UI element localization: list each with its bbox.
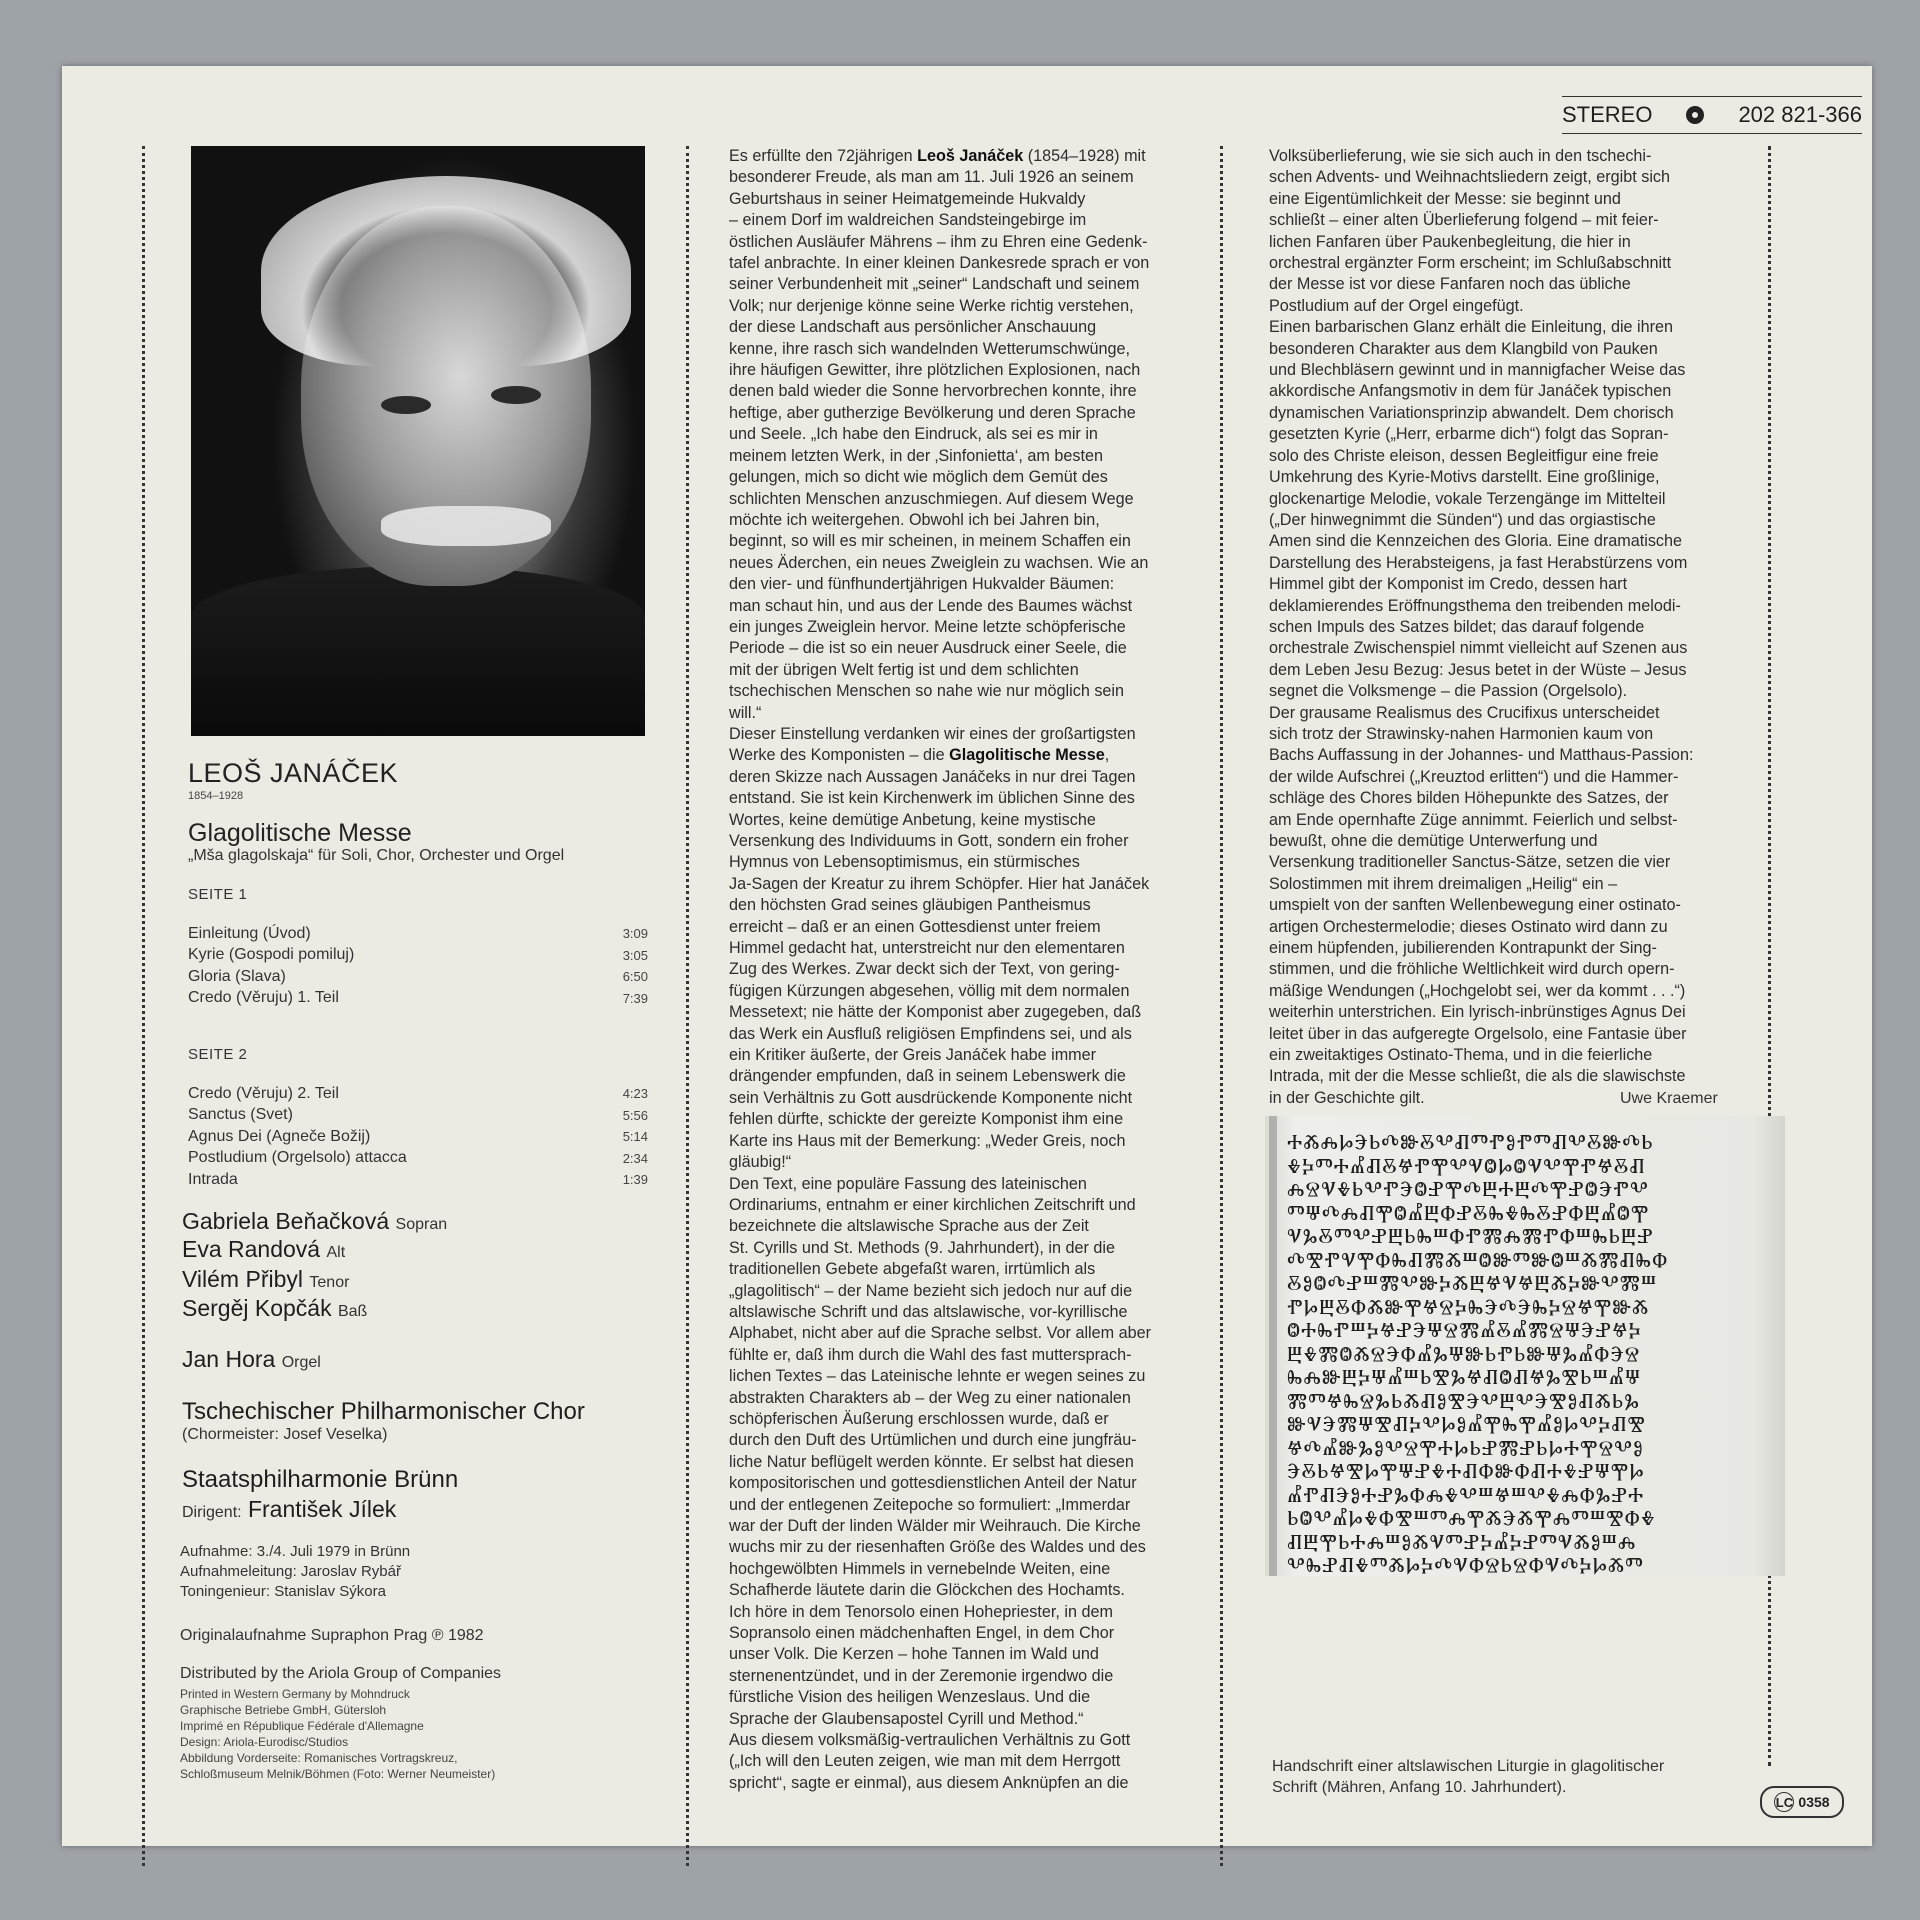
manuscript-line: ⰂⰈⰐⰚⰇⰕⰆⰘⰍⰄⰜⰗⰔⰓⰔⰗⰜⰄⰍⰘⰆⰕ — [1287, 1553, 1644, 1576]
text-line: Dieser Einstellung verdanken wir eines der großartigsten — [729, 724, 1136, 743]
text-line: besonderer Freude, als man am 11. Juli 1926 an seinem — [729, 168, 1134, 187]
liner-notes-right — [1269, 146, 1693, 1109]
text-line: Volksüberlieferung, wie sie sich auch in den tschechi- — [1269, 147, 1652, 165]
text-line: – einem Dorf im waldreichen Sandsteingebirge im — [729, 211, 1087, 230]
text-line: Postludium auf der Orgel eingefügt. — [1269, 296, 1524, 315]
text-line: schen Advents- und Weihnachtsliedern zeigt, ergibt sich — [1269, 168, 1671, 187]
text-line: solo des Christe eleison, dessen Begleitfigur eine freie — [1269, 446, 1659, 465]
manuscript-line: ⰄⰊⰒⰜⰉⰗⰈⰚⰏⰆⰞⰙⰖⰕⰖⰙⰞⰆⰏⰚⰈⰗ — [1287, 1247, 1669, 1272]
text-line: glockenartige Melodie, vokale Terzengänge im Mittelteil — [1269, 489, 1666, 508]
text-line: schläge des Chores bilden Höhepunkte des Satzes, der — [1269, 789, 1669, 808]
text-line: hochgewölbten Himmels in vernebelnde Weiten, eine — [729, 1559, 1111, 1578]
text-line: Alphabet, nicht aber auf die Sprache selbst. Vor allem aber — [729, 1324, 1152, 1343]
text-line: Der grausame Realismus des Crucifixus unterscheidet — [1269, 703, 1660, 722]
text-line: Bachs Auffassung in der Johannes- und Matthaus-Passion: — [1269, 746, 1694, 765]
text-line: wuchs mir zu der riesenhaften Größe des Waldes und des — [729, 1538, 1146, 1557]
track-row: Agnus Dei (Agneče Božij) 5:14 — [188, 1127, 648, 1145]
dotted-divider-left — [142, 146, 145, 1866]
text-line: heftige, aber gutherzige Bevölkerung und deren Sprache — [729, 403, 1136, 422]
text-line: traditionellen Gebete abgefaßt waren, irrtümlich als — [729, 1260, 1096, 1279]
text-line: ein Kritiker äußerte, der Greis Janáček habe immer — [729, 1046, 1097, 1065]
orchestra-name: Staatsphilharmonie Brünn — [182, 1466, 459, 1493]
text-line: segnet die Volksmenge – die Passion (Orgelsolo). — [1269, 682, 1628, 701]
glagolitic-manuscript-image — [1265, 1116, 1785, 1576]
text-line: Versenkung traditioneller Sanctus-Sätze, setzen die vier — [1269, 853, 1671, 872]
manuscript-line: ⰋⰑⰙⰄⰐⰞⰏⰂⰖⰍⰆⰁⰝⰜⰝⰁⰆⰍⰖⰂⰏⰞ — [1287, 1271, 1658, 1295]
track-row: Kyrie (Gospodi pomiluj) 3:05 — [188, 946, 648, 964]
text-line: gelungen, mich so dicht wie möglich dem Gemüt des — [729, 468, 1108, 487]
text-line: kenne, ihre rasch sich wandelnden Wetterumschwünge, — [729, 339, 1131, 358]
text-line: Amen sind die Kennzeichen des Gloria. Eine dramatische — [1269, 532, 1683, 551]
text-line: artigen Orchestermelodie; dieses Ostinato wird dann zu — [1269, 917, 1668, 936]
text-line: Es erfüllte den 72jährigen Leoš Janáček (1854–1928) mit — [729, 147, 1146, 165]
text-line: Himmel gibt der Komponist im Credo, dessen hart — [1269, 575, 1628, 594]
text-line: sein Verhältnis zu Gott ausdrückende Komponente nicht — [729, 1088, 1133, 1107]
text-line: am Ende opernhafte Züge annimmt. Feierlich und selbst- — [1269, 810, 1678, 829]
text-line: fühlte er, daß ihm durch die Wahl des fast muttersprach- — [729, 1345, 1132, 1364]
text-line: Hymnus von Lebensoptimismus, ein stürmisches — [729, 853, 1080, 872]
text-line: ein zweitaktiges Ostinato-Thema, und in die feierliche — [1269, 1046, 1653, 1065]
text-line: der Messe ist vor diese Fanfaren noch das übliche — [1269, 275, 1631, 294]
manuscript-line: ⰇⰍⰕⰀⰌⰚⰋⰝⰒⰉⰂⰜⰙⰘⰙⰜⰂⰉⰒⰝⰋⰚ — [1287, 1153, 1646, 1178]
text-line: Solostimmen mit ihrem dreimaligen „Heilig“ ein – — [1269, 874, 1618, 893]
text-line: schen Impuls des Satzes bildet; das darauf folgende — [1269, 617, 1645, 636]
text-line: St. Cyrills und St. Methods (9. Jahrhundert), in der die — [729, 1238, 1115, 1257]
text-line: besonderen Charakter aus dem Klangbild von Pauken — [1269, 339, 1658, 358]
manuscript-line: ⰜⰃⰋⰕⰂⰐⰁⰓⰈⰞⰗⰒⰏⰎⰏⰒⰗⰞⰈⰓⰁⰐ — [1287, 1224, 1654, 1248]
manuscript-line: ⰅⰋⰓⰝⰊⰘⰉⰛⰐⰇⰀⰚⰗⰖⰗⰚⰀⰇⰐⰛⰉⰘ — [1287, 1459, 1645, 1483]
text-line: bewußt, ohne die demütige Unterwerfung und — [1269, 832, 1598, 850]
text-line: orchestrale Zwischenspiel nimmt vielleicht auf Szenen aus — [1269, 639, 1688, 658]
label-code: 0358 — [1798, 1794, 1830, 1810]
text-line: („Der hinwegnimmt die Sünden“) und das orgiastische — [1269, 510, 1656, 529]
text-line: Intrada, mit der die Messe schließt, die als die slawischste — [1269, 1067, 1686, 1086]
manuscript-line: ⰒⰘⰁⰋⰗⰆⰖⰉⰝⰔⰍⰈⰅⰄⰅⰈⰍⰔⰝⰉⰖⰆ — [1287, 1294, 1650, 1319]
text-line: Den Text, eine populäre Fassung des lateinischen — [729, 1174, 1087, 1193]
soloist: Gabriela Beňačková Sopran — [182, 1208, 448, 1234]
side-2-label: SEITE 2 — [188, 1046, 248, 1063]
text-line: Geburtshaus in seiner Heimatgemeinde Hukvaldy — [729, 189, 1086, 208]
text-line: abstrakten Charakters ab – der Weg zu einer nationalen — [729, 1388, 1131, 1407]
text-line: deren Skizze nach Aussagen Janáčeks in nur drei Tagen — [729, 767, 1136, 786]
text-line: Volk; nur derjenige könne seine Werke richtig verstehen, — [729, 296, 1134, 315]
text-line: drängender empfunden, daß in seinem Lebenswerk die — [729, 1067, 1126, 1086]
text-line: sich trotz der Strawinsky-nahen Harmonien kaum von — [1269, 724, 1654, 743]
text-line: der wilde Aufschrei („Kreuztod erlitten“) und die Hammer- — [1269, 767, 1679, 786]
dotted-divider-middle-right — [1220, 146, 1223, 1866]
catalog-number: 202 821-366 — [1738, 102, 1862, 127]
liner-notes-middle — [729, 146, 1151, 1794]
text-line: den höchsten Grad seines gläubigen Pantheismus — [729, 896, 1091, 915]
print-credits: Printed in Western Germany by Mohndruck Graphische Betriebe GmbH, Gütersloh Imprimé en République Fédérale d'Allemagne Design: Ariola-Eurodisc/Studios Abbildung Vorderseite: Romanisches Vortragskreuz, Schloßmuseum Melnik/Böhmen (Foto: Werner Neumeister) — [180, 1687, 496, 1781]
text-line: umspielt von der sanften Wellenbewegung einer ostinato- — [1269, 896, 1681, 915]
text-line: Sopransolo einen mädchenhaften Engel, in dem Chor — [729, 1624, 1115, 1643]
text-line: Ich höre in dem Tenorsolo einen Hohepriester, in dem — [729, 1602, 1113, 1621]
text-line: meinem letzten Werk, in der ‚Sinfonietta‘, am besten — [729, 446, 1103, 465]
text-line: der diese Landschaft aus persönlicher Anschauung — [729, 318, 1097, 337]
label-code-icon: LC — [1774, 1792, 1794, 1812]
text-line: mit der übrigen Welt fertig ist und dem schlichten — [729, 660, 1079, 679]
text-line: beginnt, so will es mir scheinen, in meinem Schaffen ein — [729, 532, 1131, 551]
text-line: tschechischen Menschen so nahe wie nur möglich sein — [729, 682, 1125, 701]
text-line: mäßige Wendungen („Hochgelobt sei, wer da kommt . . .“) — [1269, 981, 1686, 1000]
text-line: liche Natur beflügelt werden könnte. Er selbst hat diesen — [729, 1452, 1134, 1471]
text-line: denen bald wieder die Sonne hervorbrechen konnte, ihre — [729, 382, 1137, 401]
manuscript-line: ⰙⰀⰈⰒⰞⰍⰝⰐⰅⰛⰔⰏⰌⰋⰌⰏⰔⰛⰅⰐⰝⰍ — [1287, 1318, 1642, 1342]
conductor: Dirigent: František Jílek — [182, 1496, 397, 1522]
text-line: man schaut hin, und aus der Lende des Baumes wächst — [729, 596, 1133, 615]
text-line: fehlen dürfte, schickte der gereizte Komponist ihm eine — [729, 1110, 1124, 1129]
manuscript-line: ⰀⰆⰎⰘⰅⰓⰄⰖⰋⰂⰚⰕⰒⰑⰒⰕⰚⰂⰋⰖⰄⰓ — [1287, 1130, 1654, 1154]
text-line: erreicht – daß er an einen Gottesdienst unter freiem — [729, 917, 1101, 936]
stereo-label: STEREO — [1562, 102, 1653, 127]
record-sleeve — [62, 66, 1872, 1846]
track-row: Sanctus (Svet) 5:56 — [188, 1106, 648, 1124]
text-line: das Werk ein Ausfluß religiösen Empfindens sei, und als — [729, 1024, 1132, 1043]
text-line: und Seele. „Ich habe den Eindruck, als sei es mir in — [729, 425, 1098, 444]
text-line: lichen Textes – das Lateinische lehnte er wegen seines zu — [729, 1367, 1146, 1386]
manuscript-line: ⰁⰇⰏⰙⰆⰔⰅⰗⰌⰃⰛⰖⰓⰒⰓⰖⰛⰃⰌⰗⰅⰔ — [1287, 1341, 1641, 1366]
original-recording: Originalaufnahme Supraphon Prag ℗ 1982 — [180, 1627, 484, 1644]
text-line: Werke des Komponisten – die Glagolitische Messe, — [729, 746, 1110, 765]
text-line: orchestral ergänzter Form erscheint; im Schlußabschnitt — [1269, 254, 1672, 273]
text-line: fürstliche Vision des heiligen Wenzeslaus. Und die — [729, 1688, 1091, 1707]
dotted-divider-middle-left — [686, 146, 689, 1866]
text-line: Messetext; nie hätte der Komponist aber zugegeben, daß — [729, 1003, 1142, 1022]
text-line: deklamierendes Eröffnungsthema den treibenden melodi- — [1269, 596, 1681, 615]
work-subtitle: „Mša glagolskaja“ für Soli, Chor, Orchester und Orgel — [188, 847, 565, 864]
track-row: Postludium (Orgelsolo) attacca 2:34 — [188, 1149, 648, 1167]
text-line: Aus diesem volksmäßig-vertraulichen Verhältnis zu Gott — [729, 1731, 1131, 1750]
text-line: („Ich will den Leuten zeigen, wie man mit dem Herrgott — [729, 1752, 1121, 1771]
text-line: schließt – einer alten Überlieferung folgend – mit feier- — [1269, 211, 1659, 230]
soloist: Vilém Přibyl Tenor — [182, 1266, 350, 1292]
text-line: Versenkung des Individuums in Gott, sondern ein froher — [729, 832, 1129, 850]
text-line: bezeichnete die altslawische Sprache aus der Zeit — [729, 1217, 1089, 1236]
text-line: altslawische Schrift und das altslawische, vor-kyrillische — [729, 1302, 1128, 1321]
text-line: Darstellung des Herabsteigens, ja fast Herabstürzens vom — [1269, 553, 1688, 572]
text-line: will.“ — [729, 703, 762, 722]
side-2-tracklist — [188, 1083, 648, 1191]
composer-portrait — [191, 146, 645, 736]
text-line: Karte ins Haus mit der Bemerkung: „Weder Greis, noch — [729, 1131, 1126, 1150]
catalog-bar — [1562, 96, 1862, 134]
choir-master: (Chormeister: Josef Veselka) — [182, 1426, 388, 1443]
composer-name: LEOŠ JANÁČEK — [188, 758, 399, 788]
text-line: ein junges Zweiglein hervor. Meine letzte schöpferische — [729, 617, 1126, 636]
track-row: Einleitung (Úvod) 3:09 — [188, 924, 648, 942]
manuscript-line: ⰈⰎⰖⰁⰍⰛⰌⰞⰓⰊⰃⰝⰚⰙⰚⰝⰃⰊⰓⰞⰌⰛ — [1287, 1365, 1642, 1389]
text-line: in der Geschichte gilt. — [1269, 1088, 1425, 1107]
text-line: schlichten Menschen anzuschmiegen. Auf diesem Wege — [729, 489, 1134, 508]
text-line: sternenentzündet, und in der Zeremonie irgendwo die — [729, 1666, 1114, 1685]
text-line: „glagolitisch“ – der Name bezieht sich jedoch nur auf die — [729, 1281, 1133, 1300]
text-line: dem Leben Jesu Bezug: Jesus betet in der Wüste – Jesus — [1269, 660, 1687, 679]
text-line: kompositorischen und gottesdienstlichen Anteil der Natur — [729, 1474, 1137, 1493]
author-signature: Uwe Kraemer — [1620, 1090, 1718, 1107]
text-line: Zug des Werkes. Zwar deckt sich der Text, von gering- — [729, 960, 1120, 979]
text-line: und der entlegenen Zeitepoche so formuliert: „Immerdar — [729, 1495, 1131, 1514]
soloist: Eva Randová Alt — [182, 1236, 346, 1262]
text-line: spricht“, sagte er einmal), aus diesem Anknüpfen an die — [729, 1773, 1129, 1792]
text-line: eine Eigentümlichkeit der Messe: sie beginnt und — [1269, 189, 1621, 208]
text-line: möchte ich weitergehen. Obwohl ich bei Jahren bin, — [729, 510, 1100, 529]
disc-icon — [1686, 106, 1704, 124]
text-line: Schafherde läutete darin die Glöckchen des Hochamts. — [729, 1581, 1125, 1600]
text-line: akkordische Anfangsmotiv in dem für Janáček typischen — [1269, 382, 1672, 401]
label-code-badge — [1760, 1786, 1844, 1818]
track-row: Gloria (Slava) 6:50 — [188, 967, 648, 985]
text-line: seiner Verbundenheit mit „seiner“ Landschaft und seinem — [729, 275, 1140, 294]
side-1-tracklist — [188, 923, 648, 1009]
manuscript-line: ⰌⰒⰚⰅⰑⰀⰐⰃⰗⰎⰇⰂⰞⰝⰞⰂⰇⰎⰗⰃⰐⰀ — [1287, 1482, 1645, 1507]
text-line: unser Volk. Die Kerzen – hohe Tannen im Wald und — [729, 1645, 1099, 1664]
text-line: fügigen Kürzungen abgesehen, völlig mit dem normalen — [729, 981, 1130, 1000]
text-line: Ja-Sagen der Kreatur zu ihrem Schöpfer. Hier hat Janáček — [729, 874, 1150, 893]
track-row: Credo (Věruju) 1. Teil 7:39 — [188, 989, 648, 1007]
text-line: Ordinariums, entnahm er einer kirchlichen Zeitschrift und — [729, 1195, 1136, 1214]
side-1-label: SEITE 1 — [188, 886, 248, 903]
text-line: war der Duft der linden Wälder mir Weihrauch. Die Kirche — [729, 1517, 1141, 1535]
text-line: Umkehrung des Kyrie-Motivs darstellt. Eine großlinige, — [1269, 468, 1660, 487]
manuscript-line: ⰓⰙⰂⰌⰘⰇⰗⰊⰞⰕⰎⰉⰆⰅⰆⰉⰎⰕⰞⰊⰗⰇ — [1287, 1506, 1656, 1530]
text-line: Einen barbarischen Glanz erhält die Einleitung, die ihren — [1269, 318, 1674, 337]
manuscript-line: ⰕⰛⰄⰎⰚⰉⰙⰌⰁⰗⰐⰋⰈⰇⰈⰋⰐⰗⰁⰌⰙⰉ — [1287, 1200, 1650, 1225]
track-row: Credo (Věruju) 2. Teil 4:23 — [188, 1084, 648, 1102]
composer-years: 1854–1928 — [188, 790, 244, 802]
organist: Jan Hora Orgel — [182, 1346, 321, 1372]
distribution: Distributed by the Ariola Group of Companies — [180, 1665, 502, 1682]
track-row: Intrada 1:39 — [188, 1170, 648, 1188]
text-line: einem hüpfenden, jubilierenden Kontrapunkt der Sing- — [1269, 939, 1657, 958]
choir-name: Tschechischer Philharmonischer Chor — [182, 1398, 585, 1425]
text-line: ihre häufigen Gewitter, ihre plötzlichen Explosionen, nach — [729, 361, 1141, 380]
text-line: östlichen Ausläufer Mährens – ihm zu Ehren eine Gedenk- — [729, 232, 1148, 251]
manuscript-line: ⰏⰕⰝⰈⰔⰃⰓⰆⰚⰑⰊⰅⰂⰁⰂⰅⰊⰑⰚⰆⰓⰃ — [1287, 1388, 1640, 1413]
text-line: den vier- und fünfhundertjährigen Hukvalder Bäumen: — [729, 575, 1115, 594]
text-line: Wortes, keine demütige Anbetung, keine mystische — [729, 810, 1096, 829]
text-line: leitet über in das aufgeregte Orgelsolo, eine Fantasie über — [1269, 1024, 1687, 1043]
manuscript-line: ⰚⰁⰉⰓⰀⰎⰞⰑⰆⰜⰕⰐⰍⰌⰍⰐⰕⰜⰆⰑⰞⰎ — [1287, 1529, 1637, 1554]
text-line: dynamischen Variationsprinzip abwandelt. Dem chorisch — [1269, 403, 1674, 422]
text-line: Sprache der Glaubensapostel Cyrill und Method.“ — [729, 1709, 1084, 1728]
manuscript-line: ⰝⰄⰌⰖⰃⰑⰂⰔⰉⰀⰘⰓⰐⰏⰐⰓⰘⰀⰉⰔⰂⰑ — [1287, 1435, 1644, 1460]
text-line: Periode – die ist so ein neuer Ausdruck einer Seele, die — [729, 639, 1127, 658]
text-line: weiterhin unterstrichen. Ein lyrisch-inbrünstiges Agnus Dei — [1269, 1003, 1686, 1022]
manuscript-line: ⰎⰔⰜⰇⰓⰂⰒⰅⰙⰐⰉⰄⰁⰀⰁⰄⰉⰐⰙⰅⰒⰂ — [1287, 1177, 1649, 1201]
soloist: Sergěj Kopčák Baß — [182, 1295, 368, 1321]
text-line: schöpferischen Äußerung erschlossen wurde, daß er — [729, 1409, 1109, 1428]
text-line: tafel anbrachte. In einer kleinen Dankesrede sprach er von — [729, 254, 1150, 273]
text-line: neues Äderchen, ein neues Zweiglein zu wachsen. Wie an — [729, 553, 1149, 572]
work-title: Glagolitische Messe — [188, 819, 412, 847]
text-line: gesetzten Kyrie („Herr, erbarme dich“) folgt das Sopran- — [1269, 425, 1669, 444]
text-line: entstand. Sie ist kein Kirchenwerk im üblichen Sinne des — [729, 789, 1135, 808]
manuscript-line: ⰖⰜⰅⰏⰛⰊⰚⰍⰂⰘⰑⰌⰉⰈⰉⰌⰑⰘⰂⰍⰚⰊ — [1287, 1412, 1646, 1436]
image-caption: Handschrift einer altslawischen Liturgie in glagolitischer Schrift (Mähren, Anfang 10. Jahrhundert). — [1272, 1758, 1665, 1796]
text-line: stimmen, und die fröhliche Weltlichkeit wird durch opern- — [1269, 960, 1675, 979]
text-line: gläubig!“ — [729, 1153, 792, 1172]
text-line: lichen Fanfaren über Paukenbegleitung, die hier in — [1269, 232, 1631, 251]
text-line: und Blechbläsern gewinnt und in mannigfacher Weise das — [1269, 361, 1686, 380]
text-line: Himmel gedacht hat, unterstreicht nur den elementaren — [729, 939, 1125, 958]
text-line: durch den Duft des Urtümlichen und durch eine jungfräu- — [729, 1431, 1137, 1450]
recording-info: Aufnahme: 3./4. Juli 1979 in Brünn Aufnahmeleitung: Jaroslav Rybář Toningenieur: Stanislav Sýkora — [180, 1543, 411, 1600]
